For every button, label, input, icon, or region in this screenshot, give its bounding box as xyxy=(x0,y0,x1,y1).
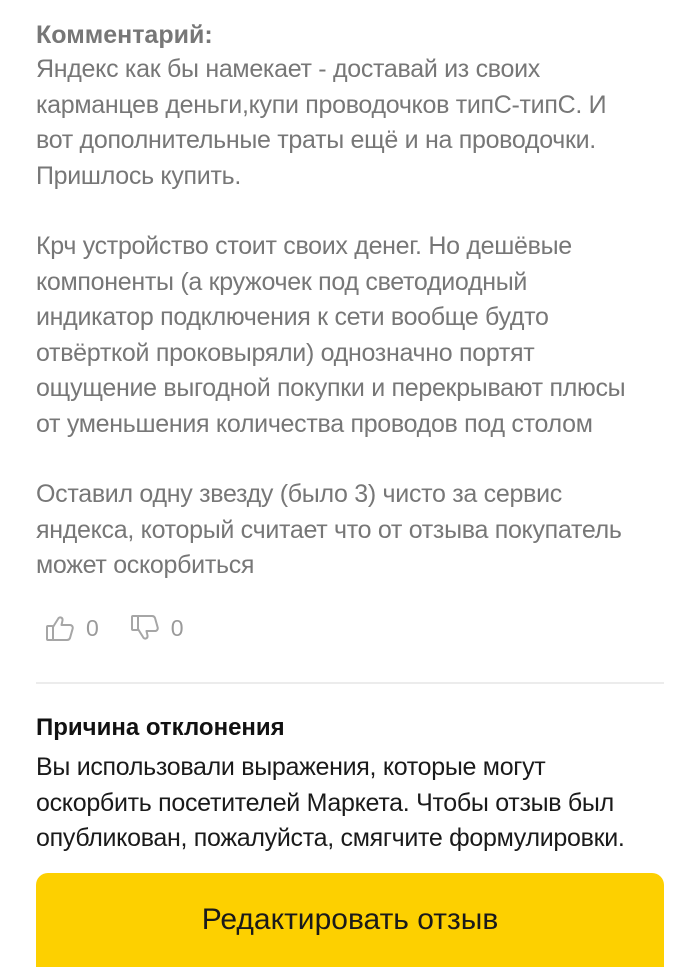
thumbs-down-icon xyxy=(129,612,161,644)
rejection-title: Причина отклонения xyxy=(36,714,285,741)
vote-bar xyxy=(44,610,214,646)
review-comment xyxy=(36,18,666,584)
comment-line: Пришлось купить. xyxy=(36,161,241,190)
section-divider xyxy=(36,682,664,684)
comment-paragraph-1 xyxy=(36,52,666,194)
rejection-line: оскорбить посетителей Маркета. Чтобы отзыв был xyxy=(36,788,614,817)
rejection-line: Вы использовали выражения, которые могут xyxy=(36,753,546,781)
like-count: 0 xyxy=(86,614,99,641)
dislike-button[interactable] xyxy=(129,612,184,644)
comment-line: карманцев деньги,купи проводочков типС-типС. И xyxy=(36,90,607,119)
comment-line: может оскорбиться xyxy=(36,551,255,579)
comment-line: вот дополнительные траты ещё и на проводочки. xyxy=(36,126,596,154)
comment-line: яндекса, который считает что от отзыва покупатель xyxy=(36,515,622,544)
comment-line: Яндекс как бы намекает - доставай из своих xyxy=(36,55,540,83)
like-button[interactable] xyxy=(44,612,99,644)
dislike-count: 0 xyxy=(170,614,184,641)
comment-line: Крч устройство стоит своих денег. Но дешёвые xyxy=(36,232,572,260)
comment-paragraph-3 xyxy=(36,477,666,584)
comment-line: ощущение выгодной покупки и перекрывают плюсы xyxy=(36,374,626,402)
rejection-text xyxy=(36,750,666,857)
comment-heading: Комментарий: xyxy=(36,21,213,49)
comment-paragraph-2 xyxy=(36,229,666,442)
thumbs-up-icon xyxy=(44,612,76,644)
rejection-reason xyxy=(36,712,666,857)
comment-line: от уменьшения количества проводов под столом xyxy=(36,409,593,438)
comment-line: Оставил одну звезду (было 3) чисто за сервис xyxy=(36,480,562,508)
comment-line: индикатор подключения к сети вообще будто xyxy=(36,303,549,331)
comment-line: отвёрткой проковыряли) однозначно портят xyxy=(36,338,535,367)
comment-line: компоненты (а кружочек под светодиодный xyxy=(36,267,528,296)
edit-review-button[interactable]: Редактировать отзыв xyxy=(36,873,664,967)
rejection-line: опубликован, пожалуйста, смягчите формулировки. xyxy=(36,824,625,852)
